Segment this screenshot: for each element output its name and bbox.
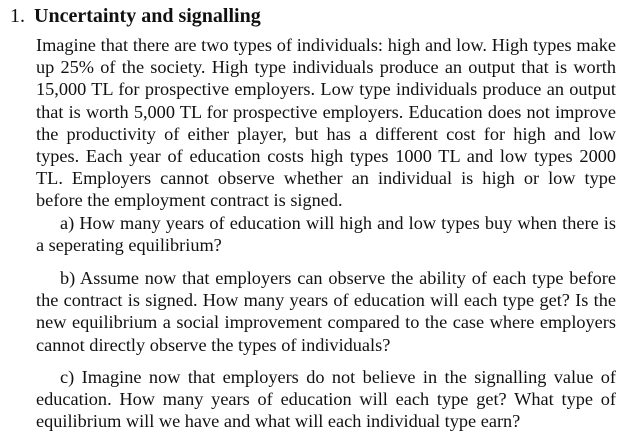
question-number: 1. [10, 5, 25, 27]
question-part-a: a) How many years of education will high and low types buy when there is a seperating equilibrium? [36, 213, 616, 256]
question-heading [10, 5, 261, 27]
question-part-c: c) Imagine now that employers do not believe in the signalling value of education. How many years of education will each type get? What type of equilibrium will we have and what will each individual type earn? [36, 367, 616, 432]
question-part-b: b) Assume now that employers can observe the ability of each type before the contract is signed. How many years of education will each type get? Is the new equilibrium a social improvement compared to the case where employers cannot directly observe the types of individuals? [36, 268, 616, 355]
question-title: Uncertainty and signalling [34, 5, 261, 27]
question-intro: Imagine that there are two types of individuals: high and low. High types make up 25% of the society. High type individuals produce an output that is worth 15,000 TL for prospective employers. Low type individuals produce an output that is worth 5,000 TL for prospective employers. Education does not improve the productivity of either player, but has a different cost for high and low types. Each year of education costs high types 1000 TL and low types 2000 TL. Employers cannot observe whether an individual is high or low type before the employment contract is signed. [36, 35, 616, 211]
